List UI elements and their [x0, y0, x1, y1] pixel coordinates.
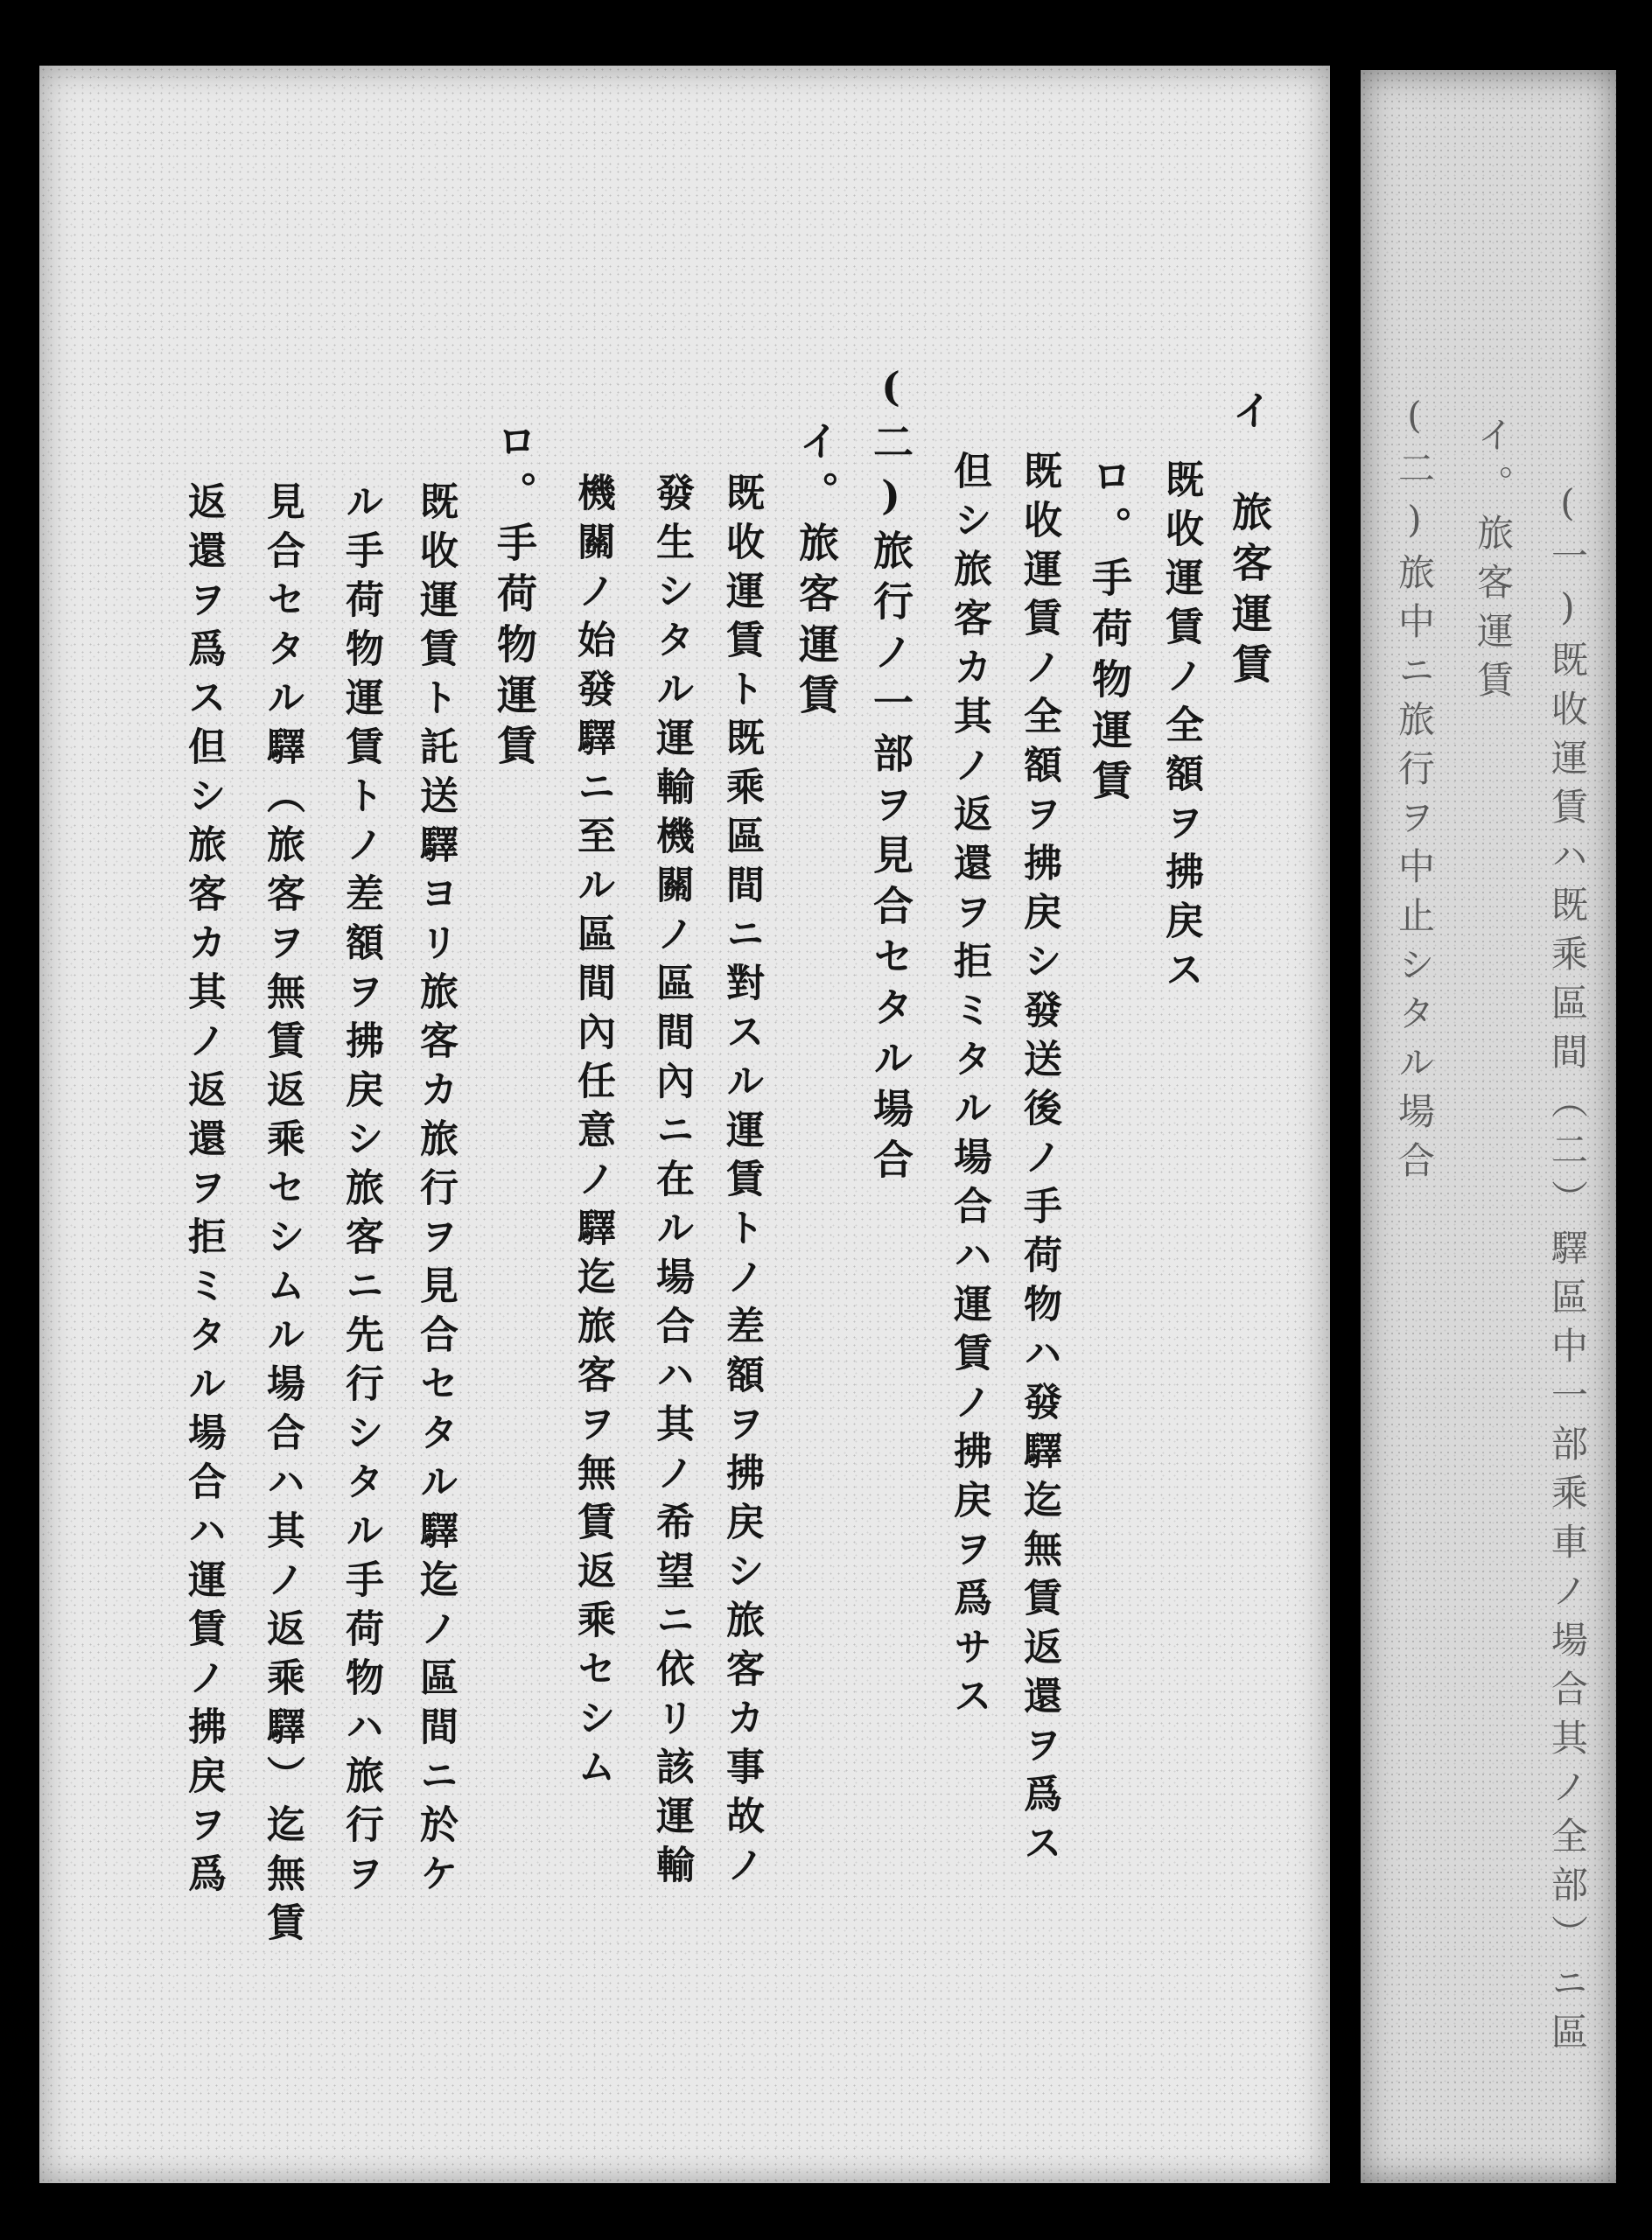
- text-column-5: 但シ旅客カ其ノ返還ヲ拒ミタル場合ハ運賃ノ拂戻ヲ爲サス: [947, 451, 991, 1725]
- side-column-3: (二)旅中ニ旅行ヲ中止シタル場合: [1393, 394, 1436, 1190]
- text-column-10: 機關ノ始發驛ニ至ル區間內任意ノ驛迄旅客ヲ無賃返乘セシム: [570, 472, 615, 1796]
- side-column-2: イ。旅客運賃: [1472, 416, 1515, 710]
- text-column-8: 既收運賃ト既乘區間ニ對スル運賃トノ差額ヲ拂戻シ旅客カ事故ノ: [719, 472, 764, 1894]
- adjacent-page: [1361, 70, 1616, 2183]
- main-page: [39, 66, 1330, 2183]
- text-column-14: 見合セタル驛（旅客ヲ無賃返乘セシムル場合ハ其ノ返乘驛）迄無賃: [260, 481, 304, 1951]
- text-column-4: 既收運賃ノ全額ヲ拂戻シ發送後ノ手荷物ハ發驛迄無賃返還ヲ爲ス: [1017, 451, 1061, 1872]
- text-column-7: イ。旅客運賃: [793, 420, 840, 724]
- text-column-11: ロ。手荷物運賃: [491, 420, 538, 775]
- book-gutter: [1330, 52, 1361, 2196]
- text-column-6: (二)旅行ノ一部ヲ見合セタル場合: [867, 363, 914, 1189]
- text-column-12: 既收運賃ト託送驛ヨリ旅客カ旅行ヲ見合セタル驛迄ノ區間ニ於ケ: [413, 481, 458, 1902]
- text-column-2: 既收運賃ノ全額ヲ拂戻ス: [1158, 459, 1203, 998]
- text-column-13: ル手荷物運賃トノ差額ヲ拂戻シ旅客ニ先行シタル手荷物ハ旅行ヲ: [339, 481, 383, 1902]
- side-column-1: (一)既收運賃ハ既乘區間（二）驛區中一部乘車ノ場合其ノ全部）ニ區: [1546, 481, 1589, 2062]
- text-column-1: イ 旅客運賃: [1226, 389, 1273, 694]
- text-column-9: 發生シタル運輸機關ノ區間內ニ在ル場合ハ其ノ希望ニ依リ該運輸: [649, 472, 694, 1894]
- text-column-15: 返還ヲ爲ス但シ旅客カ其ノ返還ヲ拒ミタル場合ハ運賃ノ拂戻ヲ爲: [181, 481, 226, 1902]
- text-column-3: ロ。手荷物運賃: [1086, 455, 1133, 810]
